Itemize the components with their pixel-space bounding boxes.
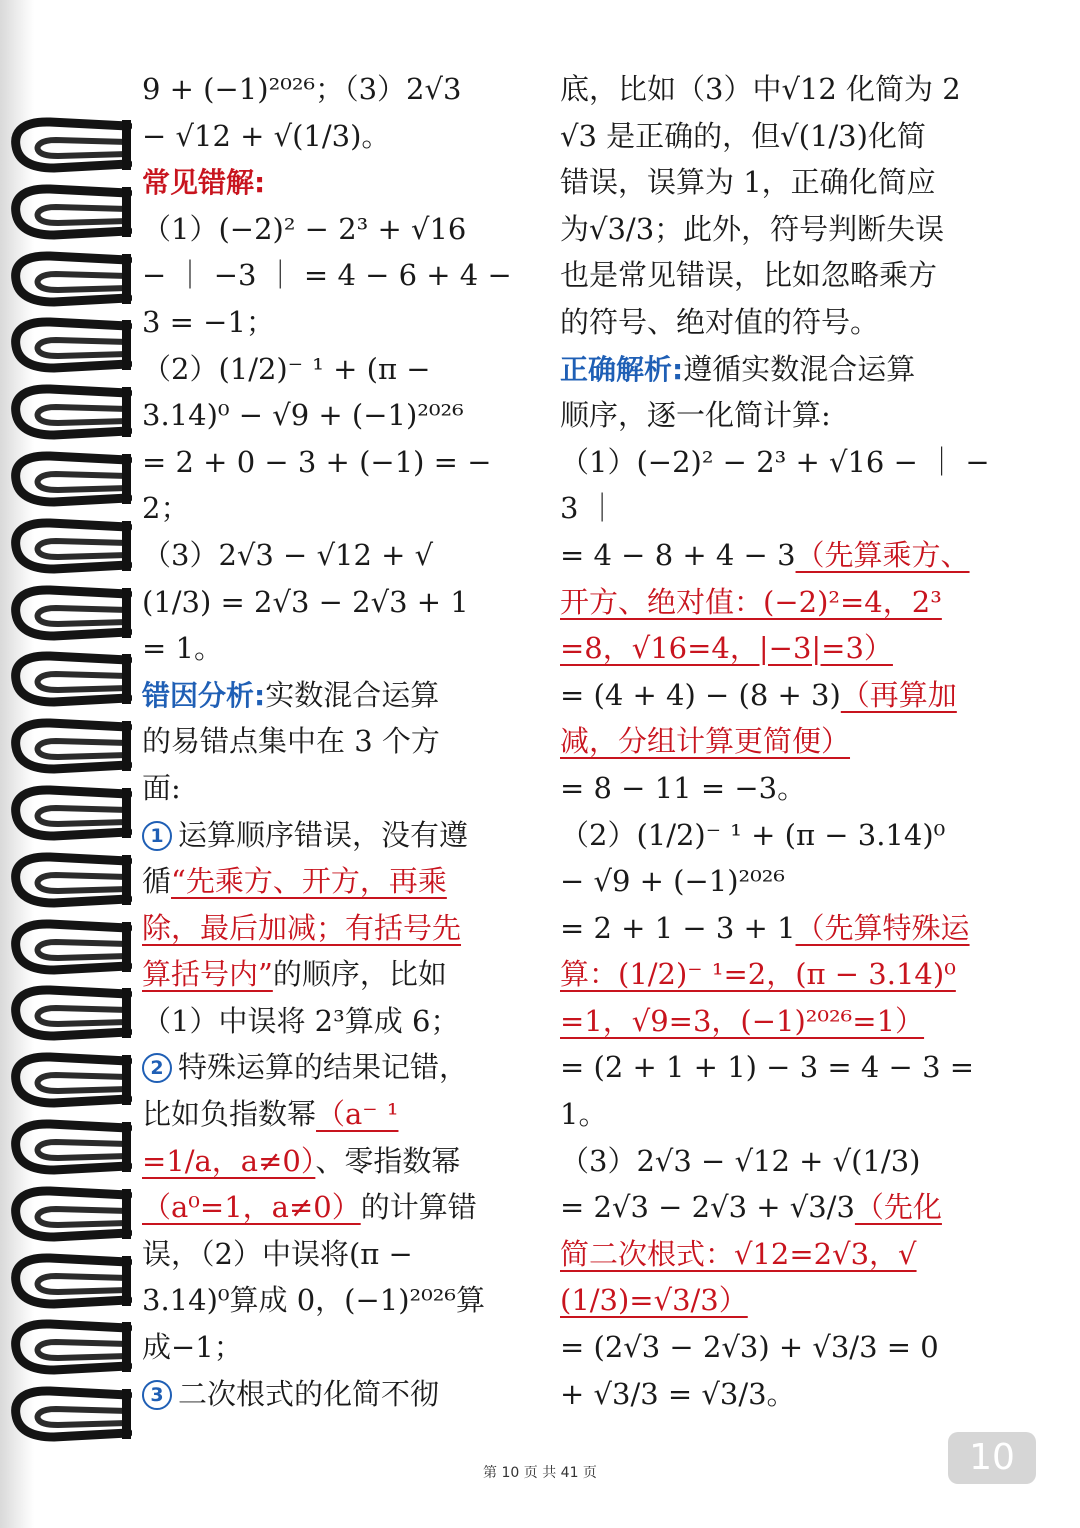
text-line bbox=[560, 718, 1010, 765]
spiral-ring-icon bbox=[10, 1047, 132, 1115]
line-text: = 4 − 8 + 4 − 3 bbox=[560, 537, 796, 572]
line-text: = (4 + 4) − (8 + 3) bbox=[560, 677, 841, 712]
text-line bbox=[142, 765, 527, 812]
line-text: 的符号、绝对值的符号。 bbox=[560, 304, 880, 339]
text-line bbox=[560, 625, 1010, 672]
text-line bbox=[142, 1091, 527, 1138]
line-text: （2）(1/2)⁻ ¹ + (π − 3.14)⁰ bbox=[560, 817, 946, 852]
text-line bbox=[142, 1231, 527, 1278]
annotation-text: =1，√9=3，(−1)²⁰²⁶=1） bbox=[560, 1003, 925, 1038]
annotation-text: （a⁻ ¹ bbox=[316, 1097, 399, 1132]
text-line bbox=[560, 765, 1010, 812]
line-text: 顺序，逐一化简计算: bbox=[560, 398, 831, 433]
text-line bbox=[560, 1091, 1010, 1138]
annotation-text: （先算乘方、 bbox=[795, 537, 970, 572]
line-text: 为√3/3；此外，符号判断失误 bbox=[560, 211, 945, 246]
text-line bbox=[142, 252, 527, 299]
line-text: （1）中误将 2³算成 6； bbox=[142, 1003, 460, 1038]
text-line bbox=[560, 485, 1010, 532]
line-text: 遵循实数混合运算 bbox=[683, 351, 916, 386]
spiral-ring-icon bbox=[10, 446, 132, 514]
page-footer: 第 10 页 共 41 页 bbox=[483, 1465, 597, 1481]
spiral-ring-icon bbox=[10, 847, 132, 915]
line-text: 底，比如（3）中√12 化简为 2 bbox=[560, 72, 961, 106]
text-line bbox=[142, 392, 527, 439]
text-line bbox=[560, 1044, 1010, 1091]
text-line bbox=[142, 206, 527, 253]
text-line bbox=[560, 812, 1010, 859]
text-line bbox=[560, 66, 1010, 113]
spiral-binding bbox=[0, 0, 140, 1528]
line-text: （1）(−2)² − 2³ + √16 bbox=[142, 211, 467, 246]
line-text: = 2√3 − 2√3 + √3/3 bbox=[560, 1190, 855, 1225]
text-line bbox=[142, 858, 527, 905]
text-line bbox=[560, 1277, 1010, 1324]
annotation-text: 简二次根式：√12=2√3，√ bbox=[560, 1236, 917, 1271]
text-line bbox=[560, 579, 1010, 626]
right-column bbox=[560, 66, 1010, 1417]
spiral-ring-icon bbox=[10, 646, 132, 714]
line-text: （3）2√3 − √12 + √(1/3) bbox=[560, 1143, 921, 1178]
annotation-text: =1/a，a≠0） bbox=[142, 1143, 316, 1178]
text-line bbox=[142, 113, 527, 160]
spiral-ring-icon bbox=[10, 1381, 132, 1449]
circled-number-icon: 2 bbox=[142, 1053, 172, 1083]
line-text: 2； bbox=[142, 491, 190, 526]
text-line bbox=[142, 998, 527, 1045]
annotation-text: 算：(1/2)⁻ ¹=2，(π − 3.14)⁰ bbox=[560, 957, 956, 992]
text-line bbox=[142, 812, 527, 859]
line-text: （3）2√3 − √12 + √ bbox=[142, 537, 434, 572]
line-text: （2）(1/2)⁻ ¹ + (π − bbox=[142, 351, 431, 386]
page-number-badge: 10 bbox=[948, 1432, 1036, 1484]
circled-number-icon: 1 bbox=[142, 821, 172, 851]
spiral-ring-icon bbox=[10, 1181, 132, 1249]
line-text: 3 = −1； bbox=[142, 304, 275, 339]
line-text: 9 + (−1)²⁰²⁶；（3）2√3 bbox=[142, 72, 462, 106]
line-text: 的易错点集中在 3 个方 bbox=[142, 724, 440, 759]
text-line bbox=[560, 113, 1010, 160]
spiral-ring-icon bbox=[10, 112, 132, 180]
spiral-ring-icon bbox=[10, 1114, 132, 1182]
line-text: 、零指数幂 bbox=[315, 1143, 461, 1178]
text-line bbox=[560, 858, 1010, 905]
text-line bbox=[560, 346, 1010, 393]
text-line bbox=[560, 998, 1010, 1045]
text-line bbox=[560, 1371, 1010, 1418]
text-line bbox=[560, 1231, 1010, 1278]
line-text: 特殊运算的结果记错， bbox=[178, 1050, 469, 1085]
line-text: (1/3) = 2√3 − 2√3 + 1 bbox=[142, 584, 469, 619]
text-line bbox=[142, 1277, 527, 1324]
section-heading: 错因分析: bbox=[142, 678, 266, 712]
annotation-text: =8，√16=4，|−3|=3） bbox=[560, 631, 893, 666]
line-text: 面: bbox=[142, 770, 181, 805]
text-line bbox=[560, 1184, 1010, 1231]
line-text: 误，（2）中误将(π − bbox=[142, 1236, 413, 1271]
annotation-text: （再算加 bbox=[840, 677, 957, 712]
text-line bbox=[142, 718, 527, 765]
line-text: √3 是正确的，但√(1/3)化简 bbox=[560, 118, 926, 153]
line-text: 的顺序，比如 bbox=[272, 957, 447, 992]
line-text: 运算顺序错误，没有遵 bbox=[178, 817, 469, 852]
line-text: + √3/3 = √3/3。 bbox=[560, 1376, 796, 1411]
line-text: 的计算错 bbox=[360, 1190, 477, 1225]
line-text: − √12 + √(1/3)。 bbox=[142, 118, 391, 153]
line-text: − √9 + (−1)²⁰²⁶ bbox=[560, 864, 786, 899]
text-line bbox=[560, 252, 1010, 299]
line-text: 3.14)⁰算成 0，(−1)²⁰²⁶算 bbox=[142, 1283, 486, 1318]
text-line bbox=[142, 1324, 527, 1371]
text-line bbox=[142, 1138, 527, 1185]
text-line bbox=[560, 672, 1010, 719]
spiral-ring-icon bbox=[10, 379, 132, 447]
line-text: = (2 + 1 + 1) − 3 = 4 − 3 = bbox=[560, 1050, 975, 1085]
spiral-ring-icon bbox=[10, 1314, 132, 1382]
annotation-text: （先算特殊运 bbox=[795, 910, 970, 945]
line-text: = (2√3 − 2√3) + √3/3 = 0 bbox=[560, 1330, 939, 1365]
line-text: 3 ｜ bbox=[560, 491, 617, 526]
text-line bbox=[560, 905, 1010, 952]
text-line bbox=[560, 532, 1010, 579]
text-line bbox=[560, 951, 1010, 998]
annotation-text: 算括号内” bbox=[142, 957, 273, 992]
section-heading: 常见错解: bbox=[142, 166, 266, 200]
text-line bbox=[560, 1138, 1010, 1185]
annotation-text: （先化 bbox=[854, 1190, 942, 1225]
circled-number-icon: 3 bbox=[142, 1380, 172, 1410]
text-line bbox=[560, 392, 1010, 439]
annotation-text: 减，分组计算更简便） bbox=[560, 724, 851, 759]
line-text: 3.14)⁰ − √9 + (−1)²⁰²⁶ bbox=[142, 398, 464, 433]
line-text: 比如负指数幂 bbox=[142, 1097, 317, 1132]
line-text: （1）(−2)² − 2³ + √16 − ｜ − bbox=[560, 444, 990, 479]
spiral-ring-icon bbox=[10, 580, 132, 648]
line-text: = 8 − 11 = −3。 bbox=[560, 770, 807, 805]
section-heading: 正确解析: bbox=[560, 352, 684, 386]
annotation-text: （a⁰=1，a≠0） bbox=[142, 1190, 361, 1225]
line-text: 错误，误算为 1，正确化简应 bbox=[560, 165, 936, 200]
text-line bbox=[560, 159, 1010, 206]
text-line bbox=[142, 299, 527, 346]
text-line bbox=[142, 579, 527, 626]
annotation-text: “先乘方、开方，再乘 bbox=[171, 864, 447, 899]
spiral-ring-icon bbox=[10, 179, 132, 247]
text-line bbox=[560, 1324, 1010, 1371]
spiral-ring-icon bbox=[10, 914, 132, 982]
annotation-text: 开方、绝对值：(−2)²=4，2³ bbox=[560, 584, 942, 619]
spiral-ring-icon bbox=[10, 513, 132, 581]
text-line bbox=[142, 532, 527, 579]
text-line bbox=[142, 346, 527, 393]
spiral-ring-icon bbox=[10, 980, 132, 1048]
line-text: − ｜ −3 ｜ = 4 − 6 + 4 − bbox=[142, 258, 512, 293]
text-line bbox=[142, 951, 527, 998]
text-line bbox=[142, 1184, 527, 1231]
text-line bbox=[142, 66, 527, 113]
spiral-ring-icon bbox=[10, 246, 132, 314]
text-line bbox=[142, 672, 527, 719]
line-text: = 1。 bbox=[142, 631, 223, 666]
line-text: 循 bbox=[142, 864, 172, 899]
text-line bbox=[560, 439, 1010, 486]
line-text: 实数混合运算 bbox=[265, 677, 440, 712]
spiral-ring-icon bbox=[10, 713, 132, 781]
text-line bbox=[142, 439, 527, 486]
line-text: = 2 + 0 − 3 + (−1) = − bbox=[142, 444, 492, 479]
line-text: 也是常见错误，比如忽略乘方 bbox=[560, 258, 938, 293]
text-line bbox=[142, 159, 527, 206]
spiral-ring-icon bbox=[10, 780, 132, 848]
text-line bbox=[142, 905, 527, 952]
text-line bbox=[560, 206, 1010, 253]
text-line bbox=[142, 1044, 527, 1091]
text-line bbox=[142, 1371, 527, 1418]
line-text: = 2 + 1 − 3 + 1 bbox=[560, 910, 796, 945]
line-text: 1。 bbox=[560, 1097, 608, 1132]
annotation-text: 除，最后加减；有括号先 bbox=[142, 910, 462, 945]
left-column bbox=[142, 66, 527, 1417]
text-line bbox=[560, 299, 1010, 346]
annotation-text: (1/3)=√3/3） bbox=[560, 1283, 748, 1318]
spiral-ring-icon bbox=[10, 1248, 132, 1316]
spiral-ring-icon bbox=[10, 312, 132, 380]
line-text: 成−1； bbox=[142, 1330, 243, 1365]
text-line bbox=[142, 485, 527, 532]
text-line bbox=[142, 625, 527, 672]
line-text: 二次根式的化简不彻 bbox=[178, 1376, 440, 1411]
